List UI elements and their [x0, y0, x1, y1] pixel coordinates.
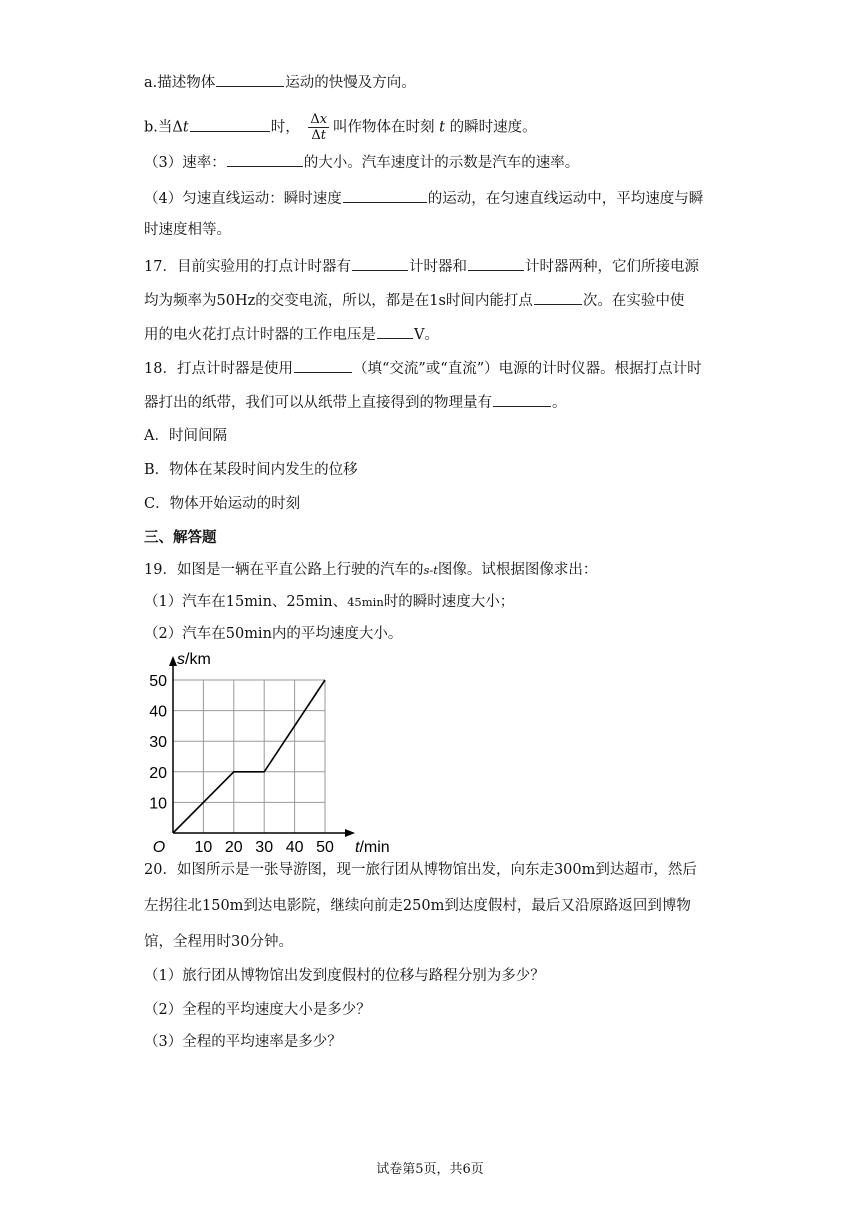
q16-line-a [144, 72, 416, 93]
var-t: t [182, 119, 189, 136]
q20-line2: 左拐往北150m到达电影院，继续向前走250m到达度假村，最后又沿原路返回到博物 [144, 898, 691, 914]
q20-line1: 20．如图所示是一张导游图，现一旅行团从博物馆出发，向东走300m到达超市，然后 [144, 862, 697, 878]
var-t: t [439, 119, 445, 136]
q18-option-b[interactable]: B．物体在某段时间内发生的位移 [144, 462, 358, 478]
st-graph [140, 648, 390, 860]
text: 时， [270, 119, 300, 136]
answer-blank[interactable] [493, 392, 551, 407]
text: （3）速率： [144, 155, 226, 171]
text: 叫作物体在时刻 [333, 119, 435, 136]
series-line [173, 680, 325, 833]
q19-part1: （1）汽车在15min、25min、45min时的瞬时速度大小； [144, 594, 515, 610]
q20-part1: （1）旅行团从博物馆出发到度假村的位移与路程分别为多少？ [144, 968, 545, 984]
answer-blank[interactable] [352, 256, 408, 271]
answer-blank[interactable] [534, 290, 582, 305]
page-footer: 试卷第5页，共6页 [376, 1162, 484, 1177]
y-tick-label: 30 [149, 734, 167, 752]
q17-line3: 用的电火花打点计时器的工作电压是 V。 [144, 324, 439, 345]
answer-blank[interactable] [190, 117, 270, 132]
x-tick-label: 30 [255, 839, 274, 856]
x-tick-label: 50 [316, 839, 334, 856]
text: a.描述物体 [144, 75, 216, 91]
q16-part4-cont [144, 220, 231, 240]
fraction-dx-dt: $\frac{\Delta x}{\Delta t}$ [310, 112, 328, 143]
x-axis-label: t/min [355, 839, 390, 856]
x-axis-arrow [345, 829, 355, 837]
answer-blank[interactable] [294, 358, 352, 373]
y-axis-arrow [169, 656, 177, 666]
q17-line2: 均为频率为50Hz的交变电流，所以，都是在1s时间内能打点 次。在实验中使 [144, 290, 684, 311]
x-tick-label: 40 [285, 839, 304, 856]
y-tick-label: 20 [149, 764, 167, 782]
q18-option-a[interactable]: A．时间间隔 [144, 428, 227, 444]
answer-blank[interactable] [216, 72, 284, 87]
section-heading: 三、解答题 [144, 529, 217, 546]
answer-blank[interactable] [343, 188, 427, 203]
answer-blank[interactable] [227, 152, 303, 167]
origin-label: O [152, 839, 166, 856]
text: 的瞬时速度。 [449, 119, 537, 136]
text: 的运动，在匀速直线运动中，平均速度与瞬 [427, 191, 704, 207]
answer-blank[interactable] [377, 324, 413, 339]
text: 的大小。汽车速度计的示数是汽车的速率。 [303, 155, 580, 171]
text: 时速度相等。 [144, 222, 231, 238]
y-tick-label: 40 [149, 703, 167, 721]
q18-line2: 器打出的纸带，我们可以从纸带上直接得到的物理量有 。 [144, 392, 567, 413]
q17-line1: 17．目前实验用的打点计时器有 计时器和 计时器两种，它们所接电源 [144, 256, 699, 277]
y-axis-label: s/km [177, 651, 211, 668]
q20-line3: 馆，全程用时30分钟。 [144, 934, 293, 950]
text: （4）匀速直线运动：瞬时速度 [144, 191, 342, 207]
q18-option-c[interactable]: C．物体开始运动的时刻 [144, 496, 301, 512]
q19-part2: （2）汽车在50min内的平均速度大小。 [144, 626, 403, 642]
text: 运动的快慢及方向。 [285, 75, 416, 91]
q19-line1: 19．如图是一辆在平直公路上行驶的汽车的s-t图像。试根据图像求出： [144, 562, 598, 578]
q16-line-b [144, 112, 537, 143]
q18-line1: 18．打点计时器是使用 （填“交流”或“直流”）电源的计时仪器。根据打点计时 [144, 358, 702, 379]
y-tick-label: 10 [149, 795, 167, 813]
q16-part4 [144, 188, 703, 209]
text: b.当Δ [144, 119, 183, 136]
q20-part3: （3）全程的平均速率是多少？ [144, 1034, 342, 1050]
x-tick-label: 20 [224, 839, 243, 856]
y-tick-label: 50 [149, 673, 167, 690]
x-tick-label: 10 [194, 839, 213, 856]
q20-part2: （2）全程的平均速度大小是多少？ [144, 1002, 371, 1018]
q16-part3 [144, 152, 579, 173]
var-st: s-t [423, 563, 438, 577]
answer-blank[interactable] [468, 256, 524, 271]
